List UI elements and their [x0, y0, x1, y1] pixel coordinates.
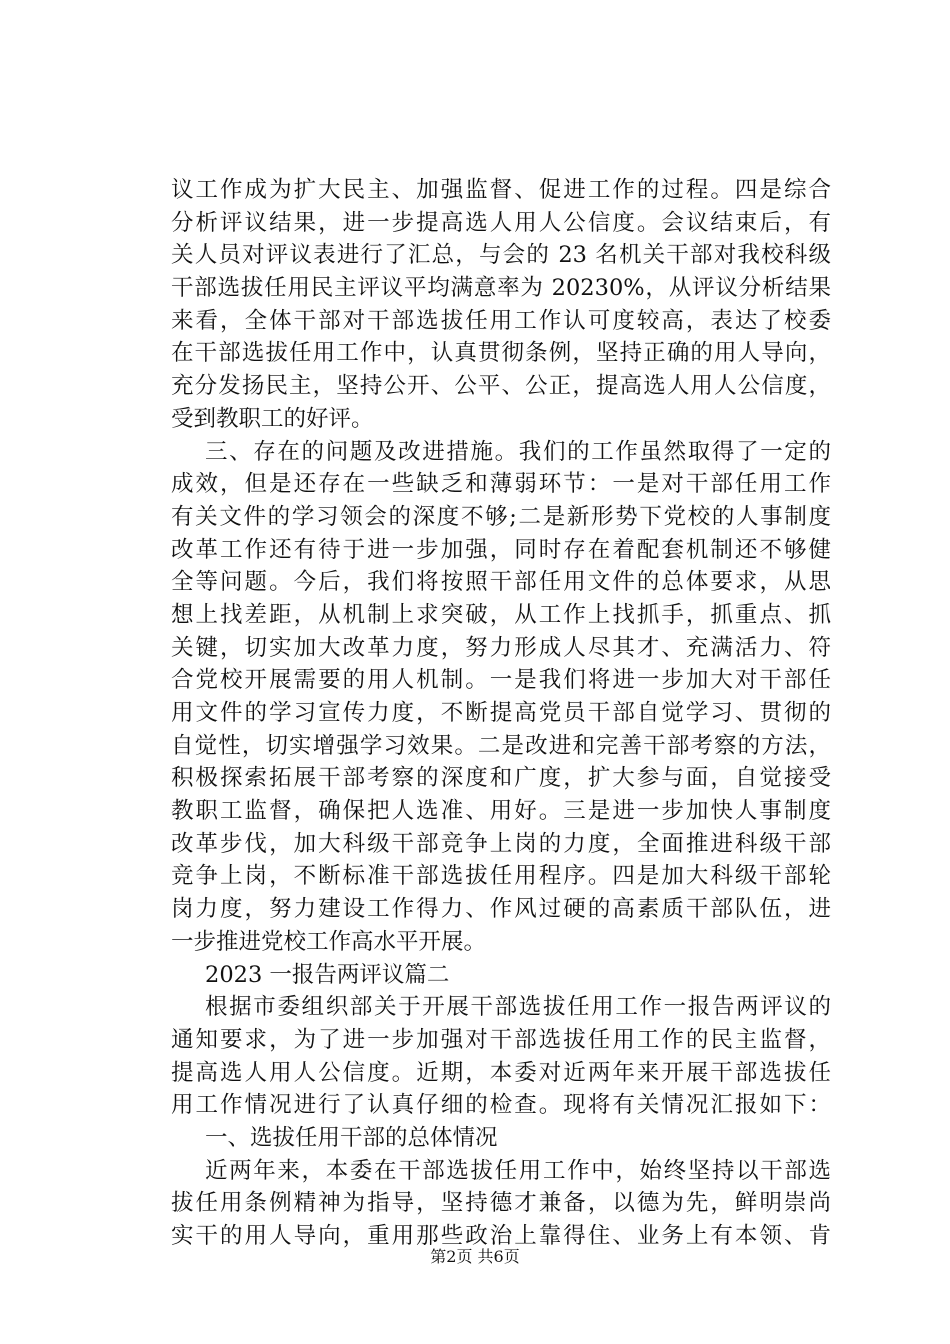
- text-line: 关人员对评议表进行了汇总，与会的 23 名机关干部对我校科级: [171, 242, 831, 269]
- text-line: 充分发扬民主，坚持公开、公平、公正，提高选人用人公信度，: [171, 373, 831, 400]
- text-line: 有关文件的学习领会的深度不够;二是新形势下党校的人事制度: [171, 503, 831, 530]
- text-line: 一、选拔任用干部的总体情况: [205, 1124, 498, 1151]
- text-line: 在干部选拔任用工作中，认真贯彻条例，坚持正确的用人导向，: [171, 340, 831, 367]
- text-line: 改革工作还有待于进一步加强，同时存在着配套机制还不够健: [171, 536, 831, 563]
- text-line: 根据市委组织部关于开展干部选拔任用工作一报告两评议的: [205, 994, 831, 1021]
- text-line: 近两年来，本委在干部选拔任用工作中，始终坚持以干部选: [205, 1157, 831, 1184]
- text-line: 积极探索拓展干部考察的深度和广度，扩大参与面，自觉接受: [171, 765, 831, 792]
- text-line: 通知要求，为了进一步加强对干部选拔任用工作的民主监督，: [171, 1026, 831, 1053]
- text-line: 竞争上岗，不断标准干部选拔任用程序。四是加大科级干部轮: [171, 863, 831, 890]
- page-footer: 第2页 共6页: [430, 1247, 520, 1266]
- text-line: 实干的用人导向，重用那些政治上靠得住、业务上有本领、肯: [171, 1223, 831, 1249]
- text-line: 岗力度，努力建设工作得力、作风过硬的高素质干部队伍，进: [171, 896, 831, 923]
- text-line: 议工作成为扩大民主、加强监督、促进工作的过程。四是综合: [171, 177, 831, 203]
- text-line: 拔任用条例精神为指导，坚持德才兼备，以德为先，鲜明崇尚: [171, 1190, 831, 1217]
- text-line: 成效，但是还存在一些缺乏和薄弱环节：一是对干部任用工作: [171, 471, 831, 498]
- text-line: 想上找差距，从机制上求突破，从工作上找抓手，抓重点、抓: [171, 601, 831, 628]
- text-line: 教职工监督，确保把人选准、用好。三是进一步加快人事制度: [171, 798, 831, 825]
- text-line: 一步推进党校工作高水平开展。: [171, 928, 487, 955]
- text-line: 来看，全体干部对干部选拔任用工作认可度较高，表达了校委: [171, 307, 831, 334]
- text-line: 合党校开展需要的用人机制。一是我们将进一步加大对干部任: [171, 667, 831, 694]
- text-line: 全等问题。今后，我们将按照干部任用文件的总体要求，从思: [171, 569, 831, 596]
- text-line: 关键，切实加大改革力度，努力形成人尽其才、充满活力、符: [171, 634, 831, 661]
- text-line: 提高选人用人公信度。近期，本委对近两年来开展干部选拔任: [171, 1059, 831, 1086]
- text-line: 干部选拔任用民主评议平均满意率为 20230%，从评议分析结果: [171, 275, 831, 302]
- text-line: 用工作情况进行了认真仔细的检查。现将有关情况汇报如下：: [171, 1092, 831, 1119]
- text-line: 分析评议结果，进一步提高选人用人公信度。会议结束后，有: [171, 209, 831, 236]
- text-line: 受到教职工的好评。: [171, 405, 374, 432]
- text-line: 自觉性，切实增强学习效果。二是改进和完善干部考察的方法，: [171, 732, 831, 759]
- text-line: 2023 一报告两评议篇二: [205, 961, 450, 988]
- text-line: 用文件的学习宣传力度，不断提高党员干部自觉学习、贯彻的: [171, 700, 831, 726]
- text-line: 改革步伐，加大科级干部竞争上岗的力度，全面推进科级干部: [171, 830, 831, 857]
- document-body: [171, 174, 831, 1253]
- text-line: 三、存在的问题及改进措施。我们的工作虽然取得了一定的: [205, 438, 831, 465]
